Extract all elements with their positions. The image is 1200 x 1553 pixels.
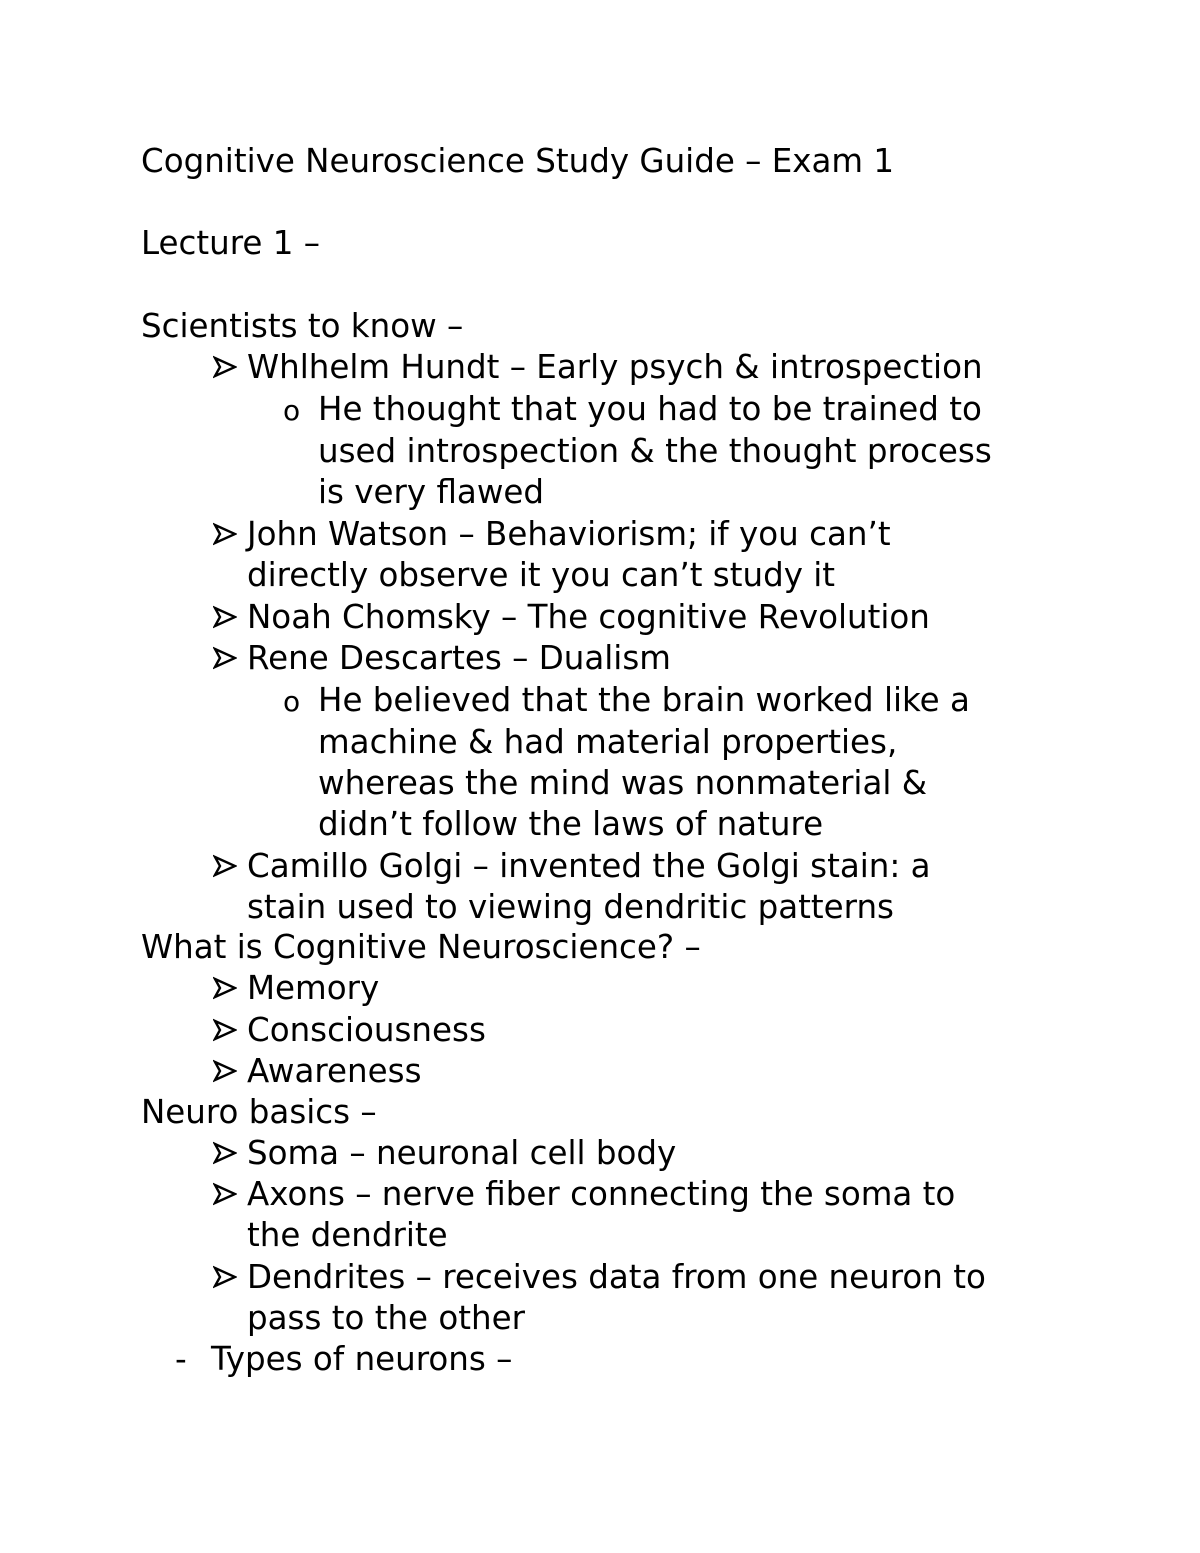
section-heading-what-is: What is Cognitive Neuroscience? –	[141, 928, 701, 966]
list-item-axons-line-1: Axons – nerve fiber connecting the soma to	[247, 1175, 956, 1213]
arrowhead-bullet-icon	[213, 1059, 237, 1083]
dash-bullet-marker: -	[175, 1340, 187, 1378]
sub-item-hundt-line-3: is very flawed	[318, 473, 545, 511]
sub-item-descartes-line-2: machine & had material properties,	[318, 723, 898, 761]
arrowhead-bullet-icon	[213, 854, 237, 878]
sub-item-hundt-line-2: used introspection & the thought process	[318, 432, 992, 470]
list-item-golgi-line-1: Camillo Golgi – invented the Golgi stain: a	[247, 847, 931, 885]
list-item-hundt: Whlhelm Hundt – Early psych & introspection	[247, 348, 983, 386]
sub-item-descartes-line-3: whereas the mind was nonmaterial &	[318, 764, 928, 802]
section-heading-scientists: Scientists to know –	[141, 307, 464, 345]
list-item-types-of-neurons: Types of neurons –	[211, 1340, 513, 1378]
arrowhead-bullet-icon	[213, 1141, 237, 1165]
arrowhead-bullet-icon	[213, 1018, 237, 1042]
sub-item-hundt-line-1: He thought that you had to be trained to	[318, 390, 982, 428]
arrowhead-bullet-icon	[213, 1182, 237, 1206]
list-item-memory: Memory	[247, 969, 380, 1007]
list-item-chomsky: Noah Chomsky – The cognitive Revolution	[247, 598, 930, 636]
arrowhead-bullet-icon	[213, 976, 237, 1000]
list-item-dendrites-line-2: pass to the other	[247, 1299, 525, 1337]
list-item-golgi-line-2: stain used to viewing dendritic patterns	[247, 888, 894, 926]
arrowhead-bullet-icon	[213, 522, 237, 546]
sub-item-descartes-line-1: He believed that the brain worked like a	[318, 681, 970, 719]
document-title: Cognitive Neuroscience Study Guide – Exam 1	[141, 142, 895, 180]
list-item-dendrites-line-1: Dendrites – receives data from one neuron to	[247, 1258, 986, 1296]
arrowhead-bullet-icon	[213, 646, 237, 670]
sub-item-descartes-line-4: didn’t follow the laws of nature	[318, 805, 824, 843]
list-item-soma: Soma – neuronal cell body	[247, 1134, 677, 1172]
arrowhead-bullet-icon	[213, 605, 237, 629]
section-heading-neuro-basics: Neuro basics –	[141, 1093, 377, 1131]
list-item-consciousness: Consciousness	[247, 1011, 486, 1049]
list-item-descartes: Rene Descartes – Dualism	[247, 639, 671, 677]
list-item-watson-line-2: directly observe it you can’t study it	[247, 556, 836, 594]
sub-bullet-marker: o	[283, 394, 301, 427]
arrowhead-bullet-icon	[213, 1265, 237, 1289]
lecture-heading: Lecture 1 –	[141, 224, 320, 262]
list-item-axons-line-2: the dendrite	[247, 1216, 448, 1254]
arrowhead-bullet-icon	[213, 355, 237, 379]
sub-bullet-marker: o	[283, 685, 301, 718]
list-item-awareness: Awareness	[247, 1052, 422, 1090]
list-item-watson-line-1: John Watson – Behaviorism; if you can’t	[247, 515, 891, 553]
